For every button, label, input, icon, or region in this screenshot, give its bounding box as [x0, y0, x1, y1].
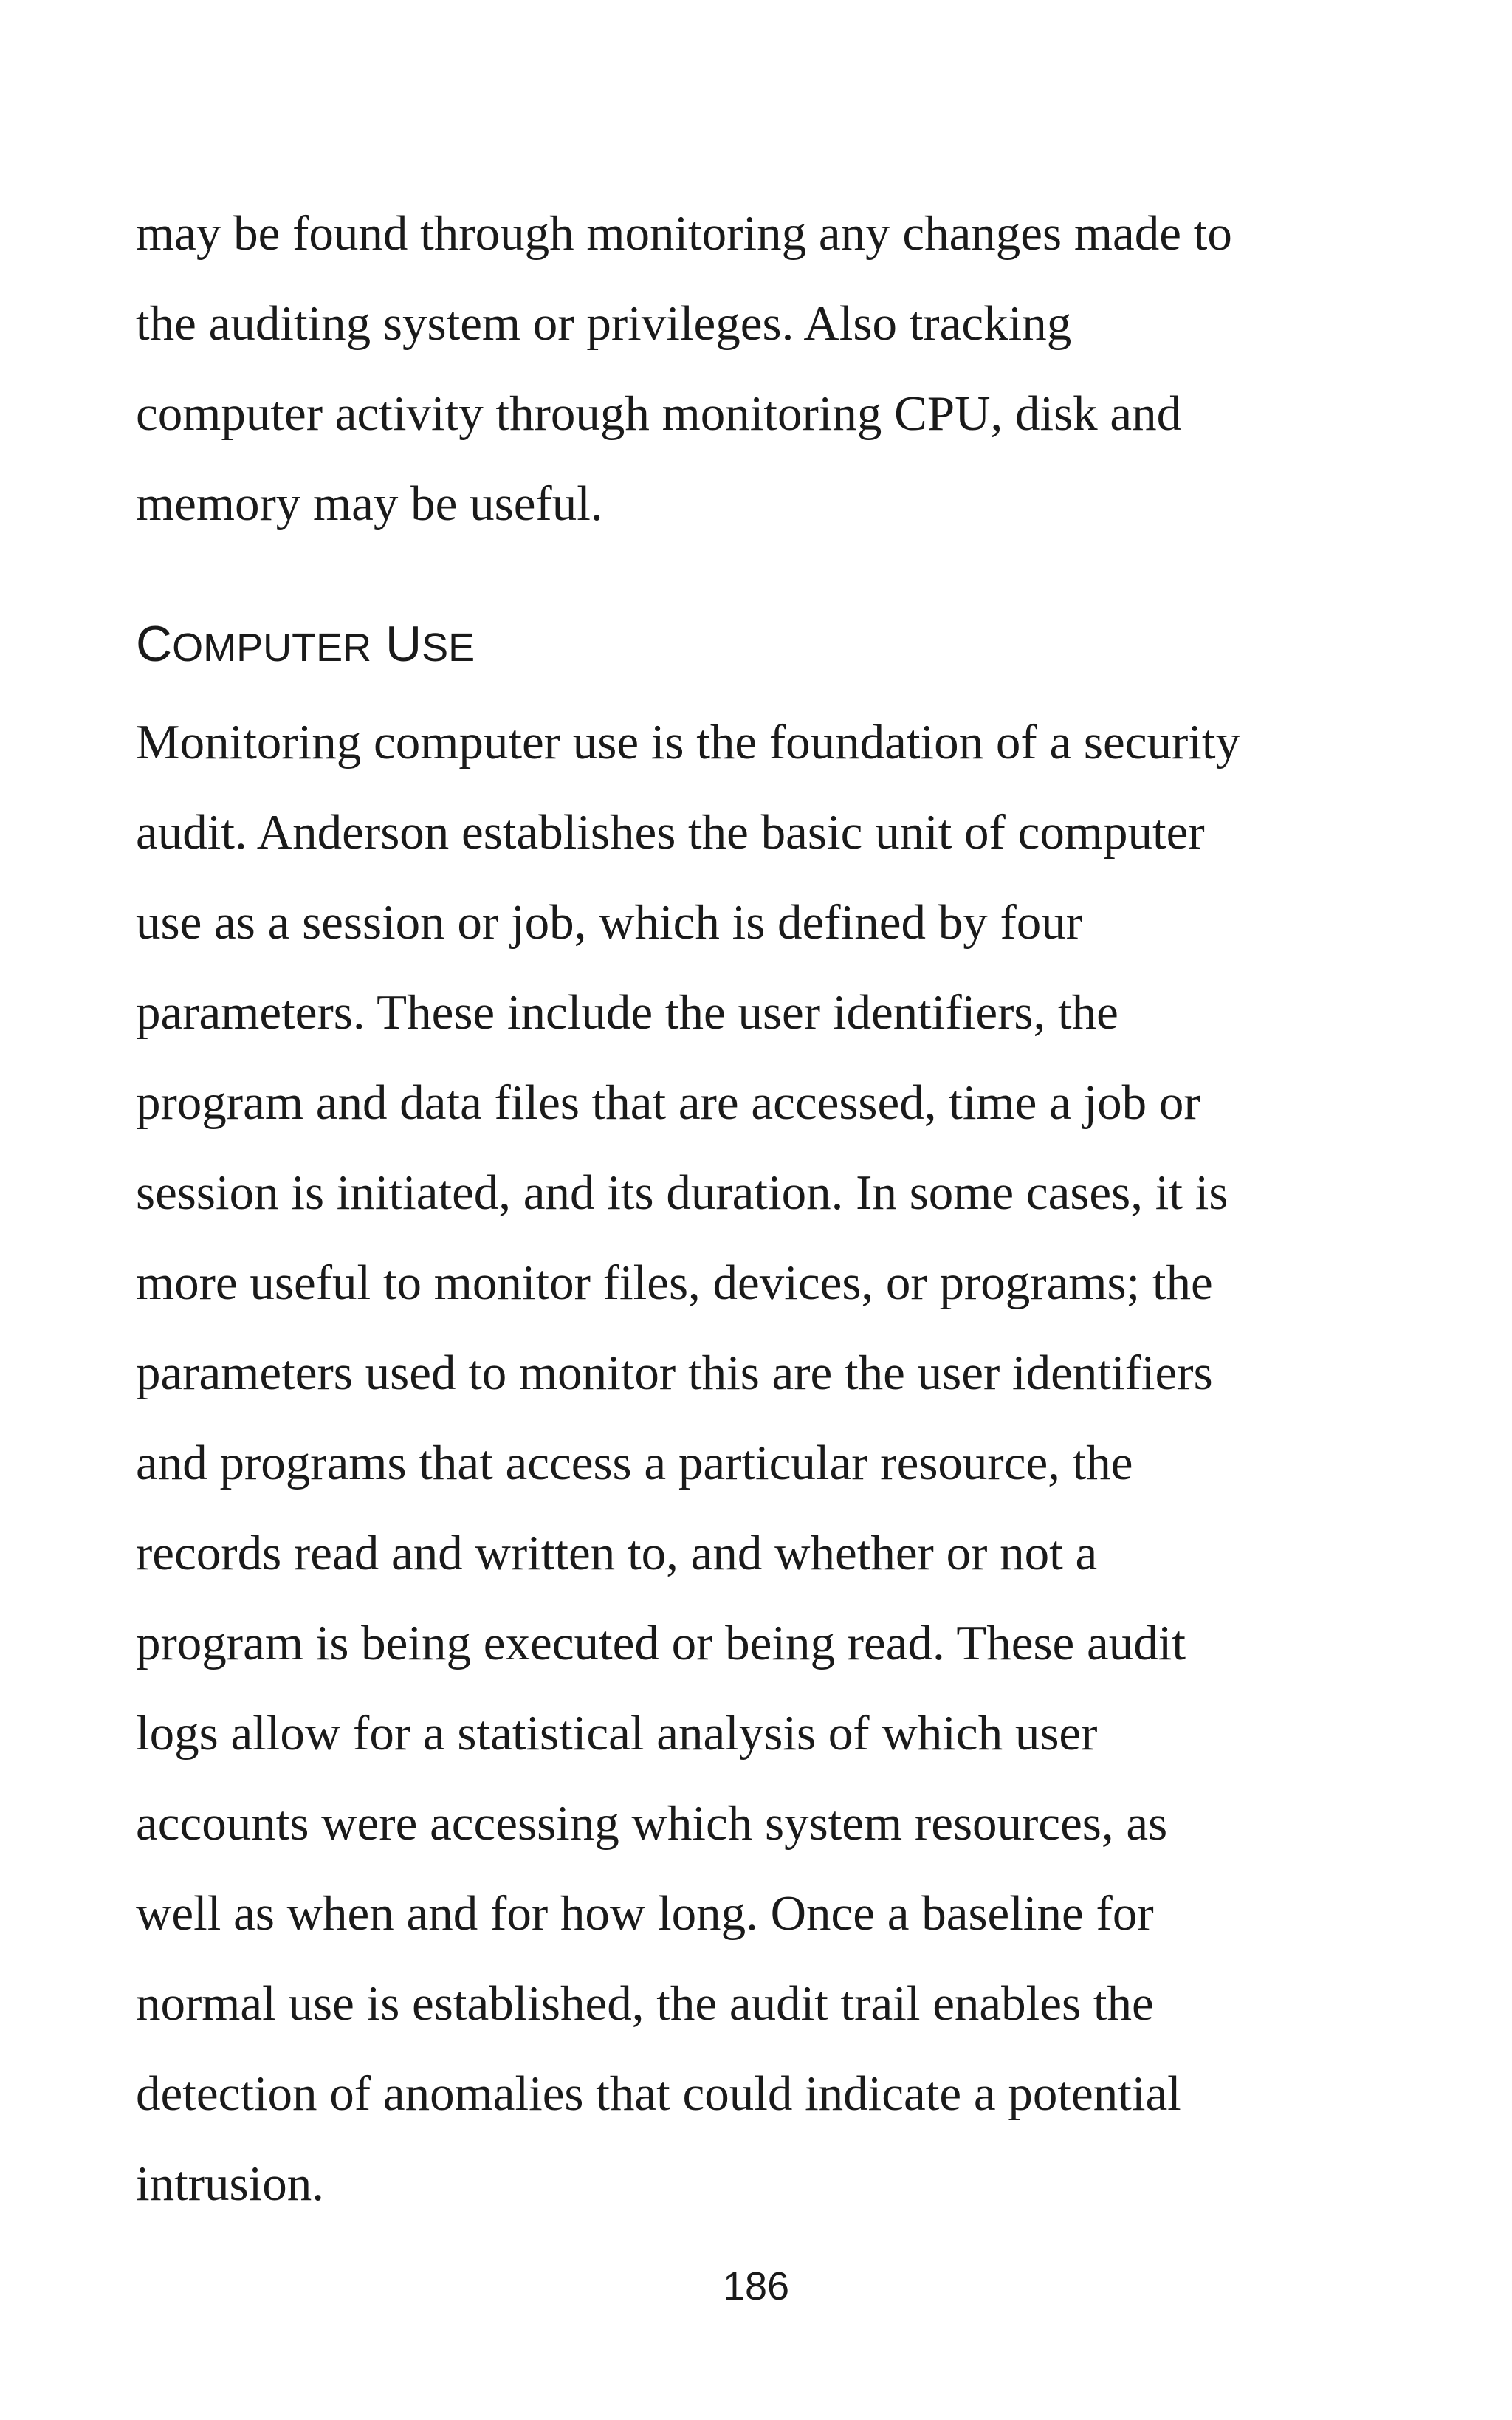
text-line: more useful to monitor files, devices, or programs; the [136, 1255, 1213, 1310]
text-line: computer activity through monitoring CPU, disk and [136, 386, 1182, 441]
text-line: detection of anomalies that could indicate a potential [136, 2066, 1181, 2121]
paragraph-computer-use [136, 697, 1406, 2229]
text-line: Monitoring computer use is the foundation of a security [136, 715, 1241, 769]
section-heading-computer-use [136, 607, 475, 685]
heading-small-caps: SE [422, 625, 475, 670]
heading-initial: U [385, 616, 422, 672]
text-line: session is initiated, and its duration. In some cases, it is [136, 1165, 1228, 1220]
text-line: accounts were accessing which system resources, as [136, 1796, 1168, 1851]
text-line: the auditing system or privileges. Also tracking [136, 296, 1072, 351]
text-line: parameters used to monitor this are the user identifiers [136, 1346, 1213, 1400]
text-line: logs allow for a statistical analysis of which user [136, 1706, 1098, 1761]
text-line: memory may be useful. [136, 476, 603, 531]
text-line: records read and written to, and whether or not a [136, 1526, 1098, 1580]
text-line: use as a session or job, which is defined by four [136, 895, 1083, 950]
text-line: program is being executed or being read. These audit [136, 1616, 1186, 1670]
page-number: 186 [722, 2264, 790, 2308]
paragraph-continued [136, 188, 1406, 549]
text-line: normal use is established, the audit trail enables the [136, 1976, 1154, 2031]
text-line: and programs that access a particular resource, the [136, 1436, 1133, 1490]
text-line: may be found through monitoring any changes made to [136, 206, 1232, 261]
text-line: audit. Anderson establishes the basic unit of computer [136, 805, 1205, 860]
heading-initial: C [136, 616, 173, 672]
text-line: parameters. These include the user identifiers, the [136, 985, 1118, 1040]
heading-small-caps: OMPUTER [172, 625, 372, 670]
text-line: intrusion. [136, 2156, 324, 2211]
text-line: program and data files that are accessed, time a job or [136, 1075, 1200, 1130]
text-line: well as when and for how long. Once a baseline for [136, 1886, 1154, 1941]
